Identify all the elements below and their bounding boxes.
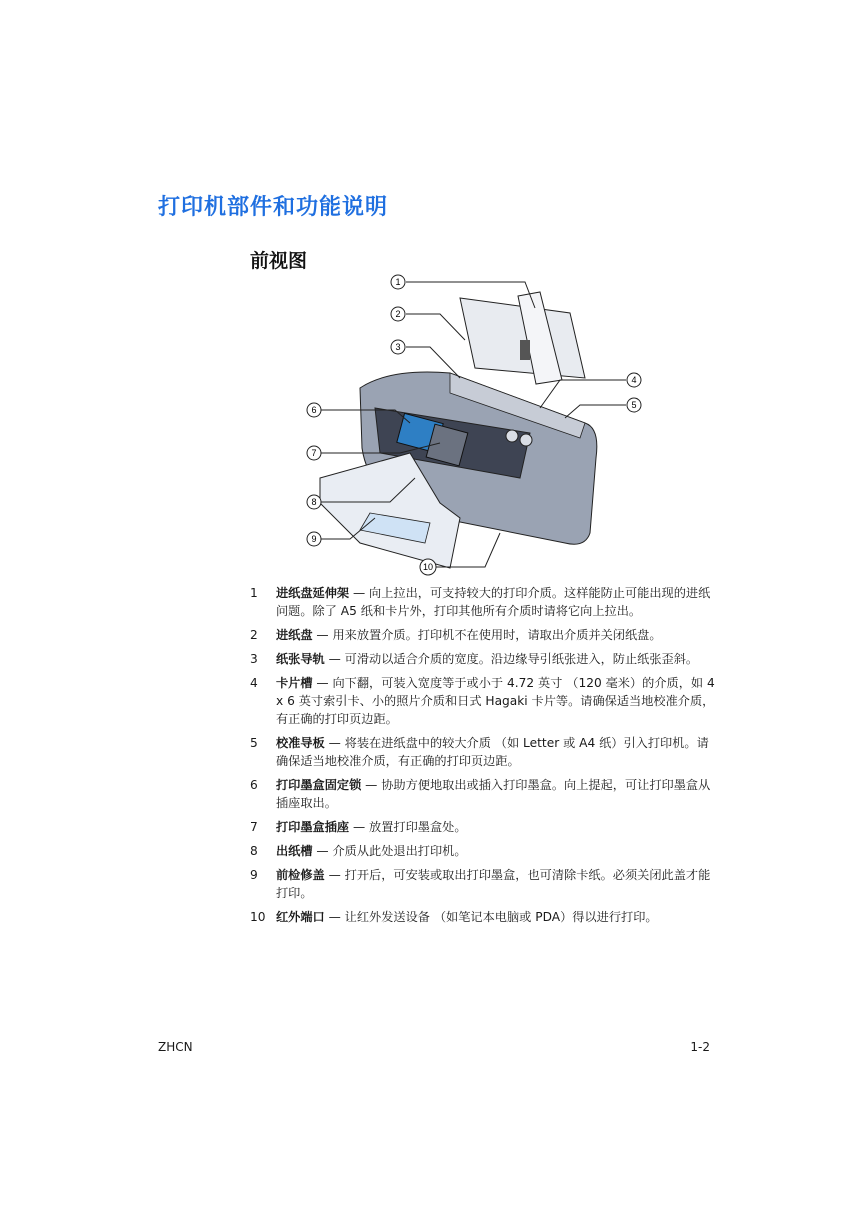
printer-illustration bbox=[300, 268, 637, 580]
item-description: — 介质从此处退出打印机。 bbox=[312, 844, 467, 858]
callout-label: 8 bbox=[311, 497, 317, 507]
item-term: 卡片槽 bbox=[276, 676, 313, 690]
item-term: 纸张导轨 bbox=[276, 652, 325, 666]
item-term: 红外端口 bbox=[276, 910, 325, 924]
callout-label: 10 bbox=[422, 562, 434, 572]
item-description: — 将装在进纸盘中的较大介质 （如 Letter 或 A4 纸）引入打印机。请确保适当地校准介质，有正确的打印页边距。 bbox=[276, 736, 709, 768]
item-number: 8 bbox=[250, 844, 258, 858]
list-item bbox=[250, 866, 720, 902]
item-description: — 可滑动以适合介质的宽度。沿边缘导引纸张进入，防止纸张歪斜。 bbox=[324, 652, 699, 666]
item-term: 前检修盖 bbox=[276, 868, 325, 882]
item-number: 1 bbox=[250, 586, 258, 600]
item-term: 出纸槽 bbox=[276, 844, 313, 858]
item-number: 5 bbox=[250, 736, 258, 750]
item-term: 打印墨盒插座 bbox=[276, 820, 350, 834]
item-term: 校准导板 bbox=[276, 736, 325, 750]
list-item bbox=[250, 776, 720, 812]
printer-button bbox=[520, 434, 532, 446]
callout-label: 7 bbox=[311, 448, 317, 458]
printer-button bbox=[506, 430, 518, 442]
callout-label: 9 bbox=[311, 534, 317, 544]
item-number: 6 bbox=[250, 778, 258, 792]
section-title: 前视图 bbox=[250, 250, 308, 272]
item-description: — 协助方便地取出或插入打印墨盒。向上提起，可让打印墨盒从插座取出。 bbox=[276, 778, 711, 810]
item-description: — 放置打印墨盒处。 bbox=[349, 820, 467, 834]
item-number: 3 bbox=[250, 652, 258, 666]
callout-label: 6 bbox=[311, 405, 317, 415]
item-number: 2 bbox=[250, 628, 258, 642]
page-number: 1-2 bbox=[690, 1040, 710, 1054]
list-item bbox=[250, 584, 720, 620]
item-number: 10 bbox=[250, 910, 266, 924]
footer-locale: ZHCN bbox=[158, 1040, 193, 1054]
callout-label: 1 bbox=[395, 277, 401, 287]
item-description: — 向上拉出，可支持较大的打印介质。这样能防止可能出现的进纸问题。除了 A5 纸和卡片外，打印其他所有介质时请将它向上拉出。 bbox=[276, 586, 711, 618]
chapter-title: 打印机部件和功能说明 bbox=[158, 195, 389, 220]
callout-label: 4 bbox=[631, 375, 637, 385]
item-term: 进纸盘延伸架 bbox=[276, 586, 350, 600]
callout-label: 3 bbox=[395, 342, 401, 352]
list-item bbox=[250, 818, 720, 836]
list-item bbox=[250, 674, 720, 728]
item-description: — 向下翻，可装入宽度等于或小于 4.72 英寸 （120 毫米）的介质，如 4 x 6 英寸索引卡、小的照片介质和日式 Hagaki 卡片等。请确保适当地校准介质，有正确的打印页边距。 bbox=[276, 676, 715, 726]
item-number: 7 bbox=[250, 820, 258, 834]
list-item bbox=[250, 650, 720, 668]
item-term: 打印墨盒固定锁 bbox=[276, 778, 362, 792]
callout-label: 2 bbox=[395, 309, 401, 319]
list-item bbox=[250, 626, 720, 644]
list-item bbox=[250, 908, 720, 926]
callout-label: 5 bbox=[631, 400, 637, 410]
item-number: 9 bbox=[250, 868, 258, 882]
extender-slot bbox=[520, 340, 530, 360]
parts-list bbox=[250, 584, 720, 932]
list-item bbox=[250, 734, 720, 770]
item-description: — 让红外发送设备 （如笔记本电脑或 PDA）得以进行打印。 bbox=[324, 910, 658, 924]
item-description: — 用来放置介质。打印机不在使用时，请取出介质并关闭纸盘。 bbox=[312, 628, 662, 642]
item-term: 进纸盘 bbox=[276, 628, 313, 642]
printer-front-view-figure bbox=[300, 268, 637, 580]
item-description: — 打开后，可安装或取出打印墨盒，也可清除卡纸。必须关闭此盖才能打印。 bbox=[276, 868, 711, 900]
list-item bbox=[250, 842, 720, 860]
item-number: 4 bbox=[250, 676, 258, 690]
